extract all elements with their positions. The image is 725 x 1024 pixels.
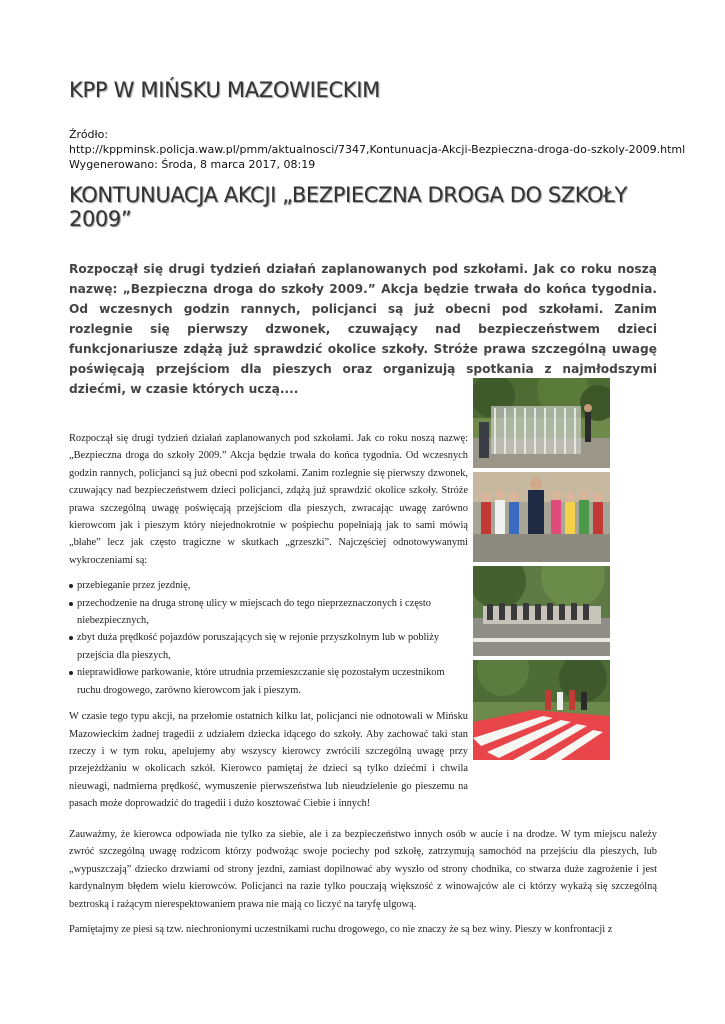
article-paragraph-1: Rozpoczął się drugi tydzień działań zaplanowanych pod szkołami. Jak co roku noszą nazwę: „Bezpieczna droga do szkoły 2009.” Akcja będzie trwała do końca tygodnia. Od wczesnych godzin rannych, policjanci są już obecni pod szkołami. Zanim rozlegnie się pierwszy dzwonek, czuwający nad bezpieczeństwem dzieci policjanci, zdążą już sprawdzić okolice szkoły. Stróże prawa szczególną uwagę poświęcają przejściom dla pieszych, zwracając uwagę zarówno kierowcom jak i pieszym który niejednokrotnie w pośpiechu popełniają jak to sami mówią „błahe” lecz jak często tragiczne w skutkach „grzeszki”. Najczęściej odnotowywanymi wykroczeniami są:: [69, 433, 468, 566]
photo-column: [473, 378, 610, 760]
article-paragraph-2: W czasie tego typu akcji, na przełomie ostatnich kilku lat, policjanci nie odnotowali w Mińsku Mazowieckim żadnej tragedii z udziałem dziecka idącego do szkoły. Aby zachować taki stan rzeczy i w tym roku, apelujemy aby wszyscy kierowcy zwrócili szczególną uwagę przy przejeżdżaniu w okolicach szkół. Kierowco pamiętaj że dzieci są tylko dziećmi i chwila nieuwagi, nadmierna prędkość, wymuszenie pierwszeństwa lub nieudzielenie go pieszemu na pasach może doprowadzić do tragedii i dużo kosztować Ciebie i innych!: [69, 711, 468, 810]
photo-group-street: [473, 566, 610, 656]
source-label: Źródło:: [69, 128, 109, 141]
photo-pedestrian-crossing: [473, 660, 610, 760]
source-url[interactable]: http://kppminsk.policja.waw.pl/pmm/aktualnosci/7347,Kontunuacja-Akcji-Bezpieczna-droga-do-szkoly-2009.html: [69, 143, 686, 156]
article-title: KONTUNUACJA AKCJI „BEZPIECZNA DROGA DO SZKOŁY 2009”: [69, 183, 627, 231]
article-body-column: [69, 430, 468, 821]
photo-children-barrier: [473, 378, 610, 468]
generated-date: Wygenerowano: Środa, 8 marca 2017, 08:19: [69, 158, 316, 171]
meta-block: [69, 127, 686, 172]
site-title: KPP W MIŃSKU MAZOWIECKIM: [69, 78, 380, 102]
list-item: zbyt duża prędkość pojazdów poruszających się w rejonie przyszkolnym lub w pobliży przejścia dla pieszych,: [69, 629, 468, 664]
article-paragraph-4: Pamiętajmy ze piesi są tzw. niechronionymi uczestnikami ruchu drogowego, co nie znaczy że są bez winy. Pieszy w konfrontacji z: [69, 924, 613, 936]
article-paragraph-3: Zauważmy, że kierowca odpowiada nie tylko za siebie, ale i za bezpieczeństwo innych osób w aucie i na drodze. W tym miejscu należy zwróć szczególną uwagę rodzicom którzy podwożąc swoje pociechy pod szkołę, zatrzymują samochód na przejściu dla pieszych, lub „wypuszczają” dziecko drzwiami od strony jezdni, zamiast dopilnować aby wyszło od strony chodnika, co stwarza duże zagrożenie i jest kardynalnym błędem wielu kierowców. Policjanci na razie tylko pouczają większość z winowajców ale ci którzy wykażą się szczególną beztroską i rażącym nierespektowaniem prawa nie mają co liczyć na taryfę ulgową.: [69, 829, 657, 910]
article-lead: Rozpoczął się drugi tydzień działań zaplanowanych pod szkołami. Jak co roku noszą nazwę: „Bezpieczna droga do szkoły 2009.” Akcja będzie trwała do końca tygodnia. Od wczesnych godzin rannych, policjanci są już obecni pod szkołami. Zanim rozlegnie się pierwszy dzwonek, czuwający nad bezpieczeństwem dzieci funkcjonariusze zdążą już sprawdzić okolice szkoły. Stróże prawa szczególną uwagę poświęcają przejściom dla pieszych oraz organizują spotkania z najmłodszymi dziećmi, w czasie których uczą....: [69, 262, 657, 396]
list-item: przechodzenie na druga stronę ulicy w miejscach do tego nieprzeznaczonych i często niebezpiecznych,: [69, 595, 468, 630]
list-item: nieprawidłowe parkowanie, które utrudnia przemieszczanie się pozostałym uczestnikom ruchu drogowego, zarówno kierowcom jak i pieszym.: [69, 664, 468, 699]
article-body-full: [69, 826, 657, 946]
list-item: przebieganie przez jezdnię,: [69, 577, 468, 594]
violations-list: [69, 577, 468, 699]
photo-policeman-children: [473, 472, 610, 562]
